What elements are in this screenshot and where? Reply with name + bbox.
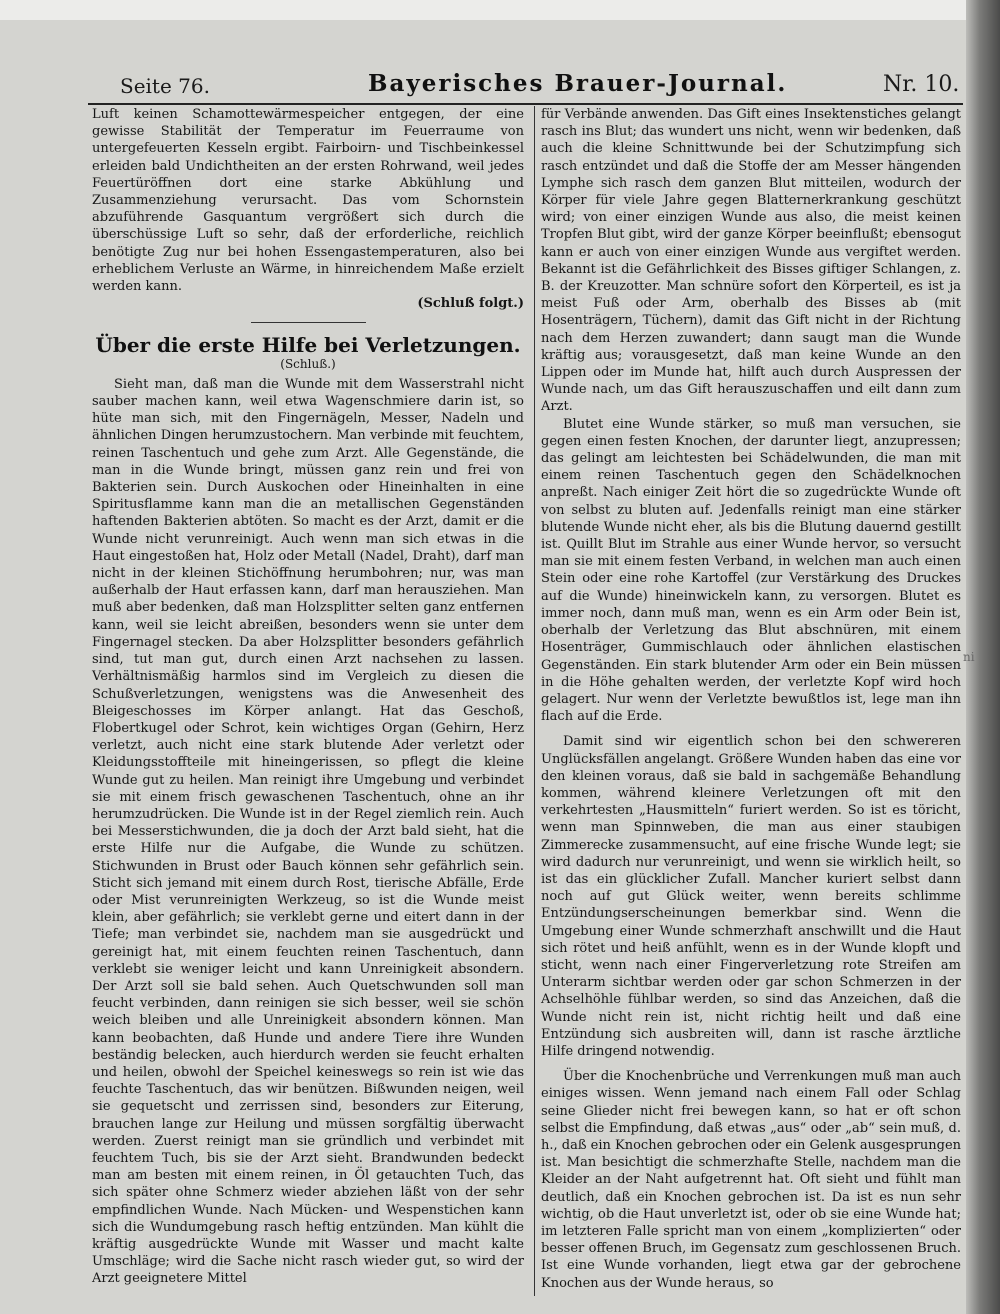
journal-title: Bayerisches Brauer-Journal.: [368, 70, 788, 97]
running-header: [88, 70, 968, 100]
left-column: [92, 106, 524, 1288]
page-number: Seite 76.: [120, 74, 210, 98]
section-separator: [251, 322, 366, 323]
article-title: Über die erste Hilfe bei Verletzungen.: [95, 333, 521, 358]
right-paragraph-4: Über die Knochenbrüche und Verrenkungen muß man auch einiges wissen. Wenn jemand nach einem Fall oder Schlag seine Glieder nicht frei bewegen kann, so hat er oft schon selbst die Empfindung, daß etwas „aus“ oder „ab“ sein muß, d. h., daß ein Knochen gebrochen oder ein Gelenk ausgesprungen ist. Man besichtigt die schmerzhafte Stelle, nachdem man die Kleider an der Naht aufgetrennt hat. Oft sieht und fühlt man deutlich, daß ein Knochen gebrochen ist. Da ist es nun sehr wichtig, ob die Haut unverletzt ist, oder ob sie eine Wunde hat; im letzteren Falle spricht man von einem „komplizierten“ oder besser offenen Bruch, im Gegensatz zum geschlossenen Bruch. Ist eine Wunde vorhanden, liegt etwa gar der gebrochene Knochen aus der Wunde heraus, so: [541, 1069, 962, 1291]
right-paragraph-2: Blutet eine Wunde stärker, so muß man versuchen, sie gegen einen festen Knochen, der darunter liegt, anzupressen; das gelingt am leichtesten bei Schädelwunden, die man mit einem reinen Taschentuch gegen den Schädelknochen anpreßt. Nach einiger Zeit hört die so zugedrückte Wunde oft von selbst zu bluten auf. Jedenfalls reinigt man eine stärker blutende Wunde nicht eher, als bis die Blutung dauernd gestillt ist. Quillt Blut im Strahle aus einer Wunde hervor, so versucht man sie mit einem festen Verband, in welchen man auch einen Stein oder eine rohe Kartoffel (zur Verstärkung des Druckes auf die Wunde) hineinwickeln kann, zu versorgen. Blutet es immer noch, dann muß man, wenn es ein Arm oder Bein ist, oberhalb der Verletzung das Blut abschnüren, mit einem Hosenträger, Gummischlauch oder ähnlichen elastischen Gegenständen. Ein stark blutender Arm oder ein Bein müssen in die Höhe gehalten werden, der verletzte Kopf wird hoch gelagert. Nur wenn der Verletzte bewußtlos ist, lege man ihn flach auf die Erde.: [541, 416, 961, 725]
continuation-paragraph: Luft keinen Schamottewärmespeicher entgegen, der eine gewisse Stabilität der Temperatur im Feuerraume von untergefeuerten Kesseln ergibt. Fairboirn- und Tischbeinkessel erleiden bald Undichtheiten an der ersten Rohrwand, weil jedes Feuertüröffnen dort eine starke Abkühlung und Zusammenziehung verursacht. Das vom Schornstein abzuführende Gasquantum vergrößert sich durch die überschüssige Luft so sehr, daß der erforderliche, reichlich benötigte Zug nur bei hohen Essengastemperaturen, also bei erheblichem Verluste an Wärme, in hinreichendem Maße erzielt werden kann.: [92, 107, 524, 295]
right-column: [541, 106, 961, 1292]
paragraph-gap: [541, 1060, 961, 1068]
issue-number: Nr. 10.: [883, 72, 960, 97]
header-rule: [88, 103, 963, 105]
left-paragraph-1: Sieht man, daß man die Wunde mit dem Wasserstrahl nicht sauber machen kann, weil etwa Wagenschmiere darin ist, so hüte man sich, mit den Fingernägeln, Messer, Nadeln und ähnlichen Dingen herumzustochern. Man verbinde mit feuchtem, reinen Taschentuch und gehe zum Arzt. Alle Gegenstände, die man in die Wunde bringt, müssen ganz rein und frei von Bakterien sein. Durch Auskochen oder Hineinhalten in eine Spiritusflamme kann man die an metallischen Gegenständen haftenden Bakterien abtöten. So macht es der Arzt, damit er die Wunde nicht verunreinigt. Auch wenn man sich etwas in die Haut eingestoßen hat, Holz oder Metall (Nadel, Draht), darf man nicht in der kleinen Stichöffnung herumbohren; nur, was man außerhalb der Haut erfassen kann, darf man herausziehen. Man muß aber bedenken, daß man Holzsplitter selten ganz entfernen kann, weil sie leicht abreißen, besonders wenn sie unter dem Fingernagel stecken. Da aber Holzsplitter besonders gefährlich sind, tut man gut, durch einen Arzt nachsehen zu lassen. Verhältnismäßig harmlos sind im Vergleich zu diesen die Schußverletzungen, wenigstens was die Anwesenheit des Bleigeschosses im Körper anlangt. Hat das Geschoß, Flobertkugel oder Schrot, kein wichtiges Organ (Gehirn, Herz verletzt, auch nicht eine stark blutende Ader verletzt oder Kleidungsstoffteile mit hineingerissen, so pflegt die kleine Wunde gut zu heilen. Man reinigt ihre Umgebung und verbindet sie mit einem frisch gewaschenen Taschentuch, ohne an ihr herumzudrücken. Die Wunde ist in der Regel ziemlich rein. Auch bei Messerstichwunden, die ja doch der Arzt bald sieht, hat die erste Hilfe nur die Aufgabe, die Wunde zu schützen. Stichwunden in Brust oder Bauch können sehr gefährlich sein. Sticht sich jemand mit einem durch Rost, tierische Abfälle, Erde oder Mist verunreinigten Werkzeug, so ist die Wunde meist klein, aber gefährlich; sie verklebt gerne und eitert dann in der Tiefe; man verbindet sie, nachdem man sie ausgedrückt und gereinigt hat, mit einem feuchten reinen Taschentuch, dann verklebt sie weniger leicht und kann Unreinigkeit absondern. Der Arzt soll sie bald sehen. Auch Quetschwunden soll man feucht verbinden, dann reinigen sie sich besser, weil sie schön weich bleiben und alle Unreinigkeit absondern können. Man kann beobachten, daß Hunde und andere Tiere ihre Wunden beständig belecken, auch hierdurch werden sie feucht erhalten und heilen, obwohl der Speichel keineswegs so rein ist wie das feuchte Taschentuch, das wir benützen. Bißwunden neigen, weil sie gequetscht und zerrissen sind, besonders zur Eiterung, brauchen lange zur Heilung und müssen sorgfältig überwacht werden. Zuerst reinigt man sie gründlich und verbindet mit feuchtem Tuch, bis sie der Arzt sieht. Brandwunden bedeckt man am besten mit einem reinen, in Öl getauchten Tuch, das sich später ohne Schmerz wieder abziehen läßt von der sehr empfindlichen Wunde. Nach Mücken- und Wespenstichen kann sich die Wundumgebung rasch heftig entzünden. Man kühlt die kräftig ausgedrückte Wunde mit Wasser und macht kalte Umschläge; wird die Sache nicht rasch wieder gut, so wird der Arzt geeignetere Mittel: [92, 376, 524, 1287]
article-subtitle: (Schluß.): [280, 356, 336, 371]
right-paragraph-3: Damit sind wir eigentlich schon bei den schwereren Unglücksfällen angelangt. Größere Wunden haben das eine vor den kleinen voraus, daß sie bald in sachgemäße Behandlung kommen, während kleinere Verletzungen oft mit den verkehrtesten „Hausmitteln“ furiert werden. So ist es töricht, wenn man Spinnweben, die man aus einer staubigen Zimmerecke zusammensucht, auf eine frische Wunde legt; sie wird dadurch nur verunreinigt, und wenn sie wirklich heilt, so ist das ein glücklicher Zufall. Mancher kuriert selbst dann noch auf gut Glück weiter, wenn bereits schlimme Entzündungserscheinungen bemerkbar sind. Wenn die Umgebung einer Wunde schmerzhaft anschwillt und die Haut sich rötet und heiß anfühlt, wenn es in der Wunde klopft und sticht, wenn nach einer Fingerverletzung rote Streifen am Unterarm sichtbar werden oder gar schon Schmerzen in der Achselhöhle fühlbar werden, so sind das Anzeichen, daß die Wunde nicht rein ist, nicht richtig heilt und daß eine Entzündung sich ausbreiten will, dann ist rasche ärztliche Hilfe dringend notwendig.: [541, 734, 961, 1059]
paragraph-gap: [541, 725, 961, 733]
column-rule: [534, 106, 535, 1296]
right-paragraph-1: für Verbände anwenden. Das Gift eines Insektenstiches gelangt rasch ins Blut; das wundert uns nicht, wenn wir bedenken, daß auch die kleine Schnittwunde bei der Schutzimpfung sich rasch entzündet und daß die Stoffe der am Messer hängenden Lymphe sich rasch dem ganzen Blut mitteilen, wodurch der Körper für viele Jahre gegen Blatternerkrankung geschützt wird; von einer einzigen Wunde aus also, die meist keinen Tropfen Blut gibt, wird der ganze Körper beeinflußt; ebensogut kann er auch von einer einzigen Wunde aus vergiftet werden. Bekannt ist die Gefährlichkeit des Bisses giftiger Schlangen, z. B. der Kreuzotter. Man schnüre sofort den Körperteil, es ist ja meist Fuß oder Arm, oberhalb des Bisses ab (mit Hosenträgern, Tüchern), damit das Gift nicht in der Richtung nach dem Herzen zuwandert; dann saugt man die Wunde kräftig aus; vorausgesetzt, daß man keine Wunde an den Lippen oder im Munde hat, hilft auch durch Auspressen der Wunde nach, um das Gift herauszuschaffen und eilt dann zum Arzt.: [541, 107, 961, 415]
continuation-note: (Schluß folgt.): [417, 296, 524, 312]
scan-top-strip: [0, 0, 1000, 20]
margin-note: ni: [963, 650, 975, 664]
